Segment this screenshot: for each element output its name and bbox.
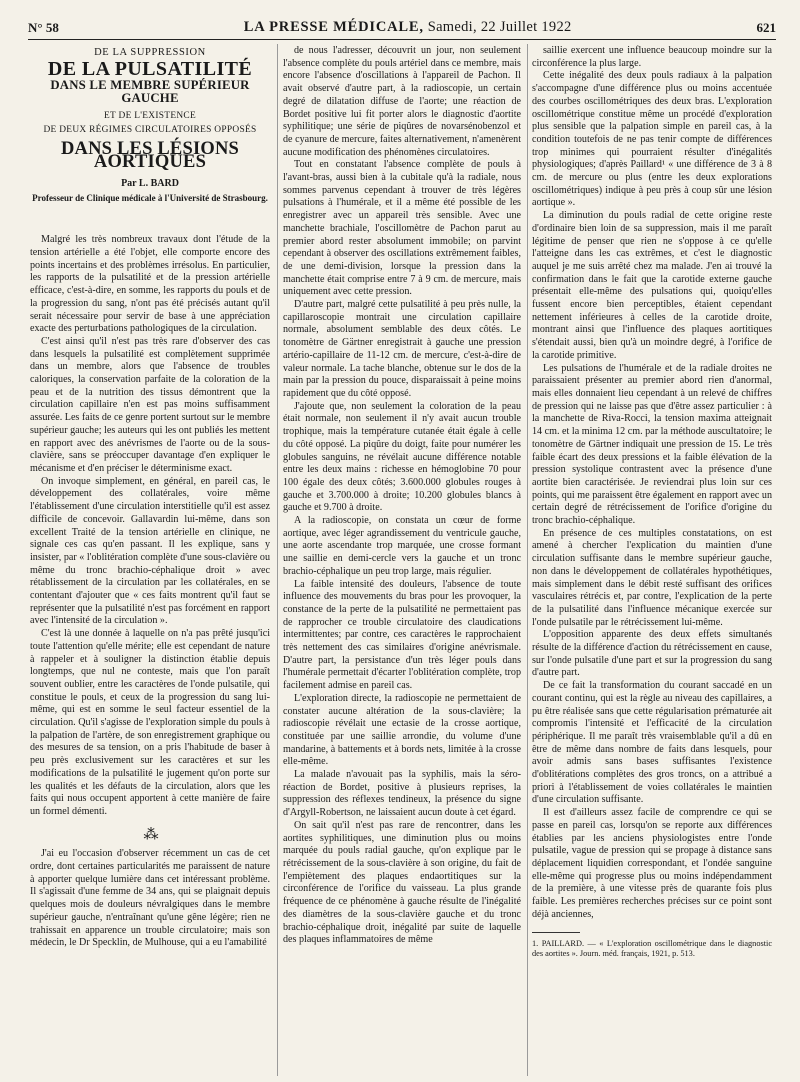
- column-1: [30, 45, 270, 1075]
- column-1-text: [30, 234, 270, 818]
- page-header: [28, 12, 776, 40]
- article-small-heading: ET DE L'EXISTENCE: [103, 110, 197, 121]
- column-2-text: [283, 45, 521, 947]
- issue-date: Samedi, 22 Juillet 1922: [427, 19, 572, 35]
- paragraph: Tout en constatant l'absence complète de pouls à l'avant-bras, aussi bien à la cubitale qu'à la radiale, nous sommes parvenus cependant à trouver de très légères pulsations à l'humérale, et il a même été possible de les enregistrer avec un appareil très sensible. Avec une manchette brachiale, l'oscillomètre de Pachon parut au premier abord rester absolument immobile; on parvint cependant à observer des oscillations extrêmement faibles, de une demi-division, lorsque la pression dans la manchette était comprise entre 7 à 9 cm. de mercure, mais uniquement avec cette pression.: [283, 159, 521, 298]
- article-author: Par L. BARD: [121, 177, 179, 189]
- paragraph: saillie exercent une influence beaucoup moindre sur la circonférence la plus large.: [532, 45, 772, 69]
- paragraph: L'exploration directe, la radioscopie ne permettaient de constater aucune altération de la sous-clavière; la radioscopie révélait une ectasie de la crosse aortique, constituée par une saillie arrondie, du volume d'une mandarine, à battements et à bords nets, limitée à la crosse elle-même.: [283, 692, 521, 768]
- paragraph: A la radioscopie, on constata un cœur de forme aortique, avec léger agrandissement du ventricule gauche, une aorte ascendante trop marquée, une crosse formant une saillie en demi-cercle vers la gauche et un tronc brachio-céphalique un peu trop large, mais régulier.: [283, 515, 521, 577]
- footnote-rule: [532, 932, 580, 933]
- paragraph: Les pulsations de l'humérale et de la radiale droites ne paraissaient présenter au premier abord rien d'anormal, mais elles donnaient lieu cependant à un relevé de chiffres de pression qui ne laisse pas que d'être assez particulier : à la manchette de Riva-Rocci, la tension maxima atteignait 14 cm. et la minima 12 cm. par la méthode auscultatoire; le tonomètre de Gärtner indiquait une pression de 15. Le très faible écart des deux pressions et la faible élévation de la pression systolique contrastent avec la présence d'une aortite bien caractérisée. Je reviendrai plus loin sur ces points, qui me paraissent être également en rapport avec un certain degré de rétrécissement de l'orifice d'origine du tronc brachio-céphalique.: [532, 362, 772, 527]
- paragraph: de nous l'adresser, découvrit un jour, non seulement l'absence complète du pouls artériel dans ce membre, mais encore l'absence d'oscillations à l'appareil de Pachon. Il avait observé d'autre part, à la radioscopie, un certain degré de dilatation diffuse de l'aorte; une réaction de Bordet positive lui fit porter alors le diagnostic d'aortite syphilitique; une série de piqûres de novarsénobenzol et de cyanure de mercure, faites alternativement, n'amenèrent aucune modification des phénomènes circulatoires.: [283, 45, 521, 158]
- page-number: 621: [756, 20, 776, 35]
- article-subtitle: DANS LE MEMBRE SUPÉRIEUR GAUCHE: [50, 78, 250, 106]
- paragraph: L'opposition apparente des deux effets simultanés résulte de la différence d'action du rétrécissement en cause, sur l'onde pulsatile d'une part et sur la progression du sang d'autre part.: [532, 629, 772, 679]
- column-divider: [527, 44, 528, 1076]
- paragraph: De ce fait la transformation du courant saccadé en un courant continu, qui est la règle au niveau des capillaires, a pu être réalisée sans que cette régularisation prématurée ait compromis l'intensité et l'efficacité de la circulation périphérique. Il me paraît très vraisemblable qu'il a dû en être de même dans nombre de faits dans lesquels, pour avoir admis sans bases suffisantes l'existence d'oblitérations complètes des gros troncs, on a attribué a priori à l'établissement de voies collatérales le maintien d'une circulation suffisante.: [532, 680, 772, 806]
- paragraph: On invoque simplement, en général, en pareil cas, le développement des collatérales, voire même l'établissement d'une circulation interstitielle qu'il est assez difficile de concevoir. Gallavardin lui-même, dans son excellent Traité de la tension artérielle en clinique, ne signale ces cas qu'en passant. Il les explique, sans y insister, par « l'oblitération complète d'une sous-clavière ou même du tronc brachio-céphalique droit » avec rétablissement de la circulation par les collatérales, en se contentant d'ajouter que « ces faits montrent qu'il faut se représenter que la pulsatilité n'est pas forcément en rapport avec l'intensité de la circulation ».: [30, 475, 270, 627]
- paragraph: La faible intensité des douleurs, l'absence de toute influence des mouvements du bras pour les provoquer, la constance de la perte de la pulsatilité ne permettaient pas de rapprocher ce trouble circulatoire des claudications intermittentes; par contre, ces caractères le rapprochaient très nettement des cas similaires d'origine anévrismale. D'autre part, la persistance d'un très léger pouls dans l'humérale permettait d'écarter l'oblitération complète, trop facilement admise en pareil cas.: [283, 578, 521, 692]
- paragraph: En présence de ces multiples constatations, on est amené à chercher l'explication du maintien d'une circulation suffisante dans le membre supérieur gauche, non dans le développement de collatérales hypothétiques, mais simplement dans le débit resté suffisant des orifices vasculaires rétrécis et, par contre, l'explication de la perte de la pulsatilité dans l'influence mécanique exercée sur l'onde pulsatile par le rétrécissement lui-même.: [532, 527, 772, 628]
- paragraph: J'ai eu l'occasion d'observer récemment un cas de cet ordre, dont certaines particularités me paraissent de nature à apporter quelque lumière dans cet intéressant problème. Il s'agissait d'une femme de 34 ans, qui se plaignait depuis quelques mois de douleurs névralgiques dans le membre supérieur gauche, n'entraînant qu'une gêne légère; rien ne trahissait en apparence un trouble circulatoire; mais son médecin, le Dr Specklin, de Mulhouse, qui a eu l'amabilité: [30, 848, 270, 949]
- journal-name: LA PRESSE MÉDICALE,: [243, 19, 424, 35]
- paragraph: La diminution du pouls radial de cette origine reste d'ordinaire bien loin de sa suppression, mais il me paraît légitime de penser que rien ne s'oppose à ce qu'elle l'atteigne dans les cas extrêmes, et c'est le diagnostic auquel je me suis arrêté chez ma malade. J'en ai trouvé la confirmation dans le fait que la carotide externe gauche présentait elle-même des pulsations qui, quoiqu'elles fussent encore bien perceptibles, étaient cependant nettement inférieures à celles de la carotide droite, montrant ainsi que l'influence des plaques aortitiques s'étendait aussi, bien qu'à un moindre degré, à l'orifice de la carotide primitive.: [532, 210, 772, 361]
- paragraph: La malade n'avouait pas la syphilis, mais la séro-réaction de Bordet, positive à plusieurs reprises, la suppression des réflexes tendineux, la présence du signe d'Argyll-Robertson, ne laissaient aucun doute à cet égard.: [283, 769, 521, 819]
- column-divider: [277, 44, 278, 1076]
- article-pre-title: DE LA SUPPRESSION: [94, 47, 206, 58]
- column-3-text: [532, 45, 772, 922]
- footnote: 1. PAILLARD. — « L'exploration oscillométrique dans le diagnostic des aortites ». Journ. méd. français, 1921, p. 513.: [532, 938, 772, 959]
- article-title: DE LA PULSATILITÉ: [47, 57, 253, 80]
- column-3: [532, 45, 772, 1075]
- paragraph: J'ajoute que, non seulement la coloration de la peau était normale, non seulement il n'y avait aucun trouble trophique, mais la température cutanée était égale à celle du côté opposé. La piqûre du doigt, faite pour numérer les globules sanguins, ne révélait aucune différence notable entre les deux mains : richesse en hémoglobine 70 pour 100 égale des deux côtés; 3.600.000 globules rouges à gauche et 3.700.000 à droite; 10.200 globules blancs à gauche et 9.700 à droite.: [283, 400, 521, 514]
- paragraph: Cette inégalité des deux pouls radiaux à la palpation s'accompagne d'une différence plus ou moins accentuée des courbes oscillométriques des deux bras. L'exploration oscillométrique constitue même un procédé d'exploration plus sensible que la palpation simple en pareil cas, à la condition toutefois de ne pas tenir compte de différences trop minimes qui pourraient résulter d'inégalités physiologiques; d'après Paillard¹ « une différence de 3 à 8 cm. de mercure ou plus (entre les deux explorations oscillométriques) indique à peu près à coup sûr une lésion aortique ».: [532, 70, 772, 209]
- paragraph: C'est ainsi qu'il n'est pas très rare d'observer des cas dans lesquels la pulsatilité est complètement supprimée dans un membre, alors que l'absence de troubles caloriques, la conservation parfaite de la coloration de la peau et de la nutrition des tissus démontrent que la circulation capillaire n'en est pas moins suffisamment assurée. Les faits de ce genre portent surtout sur le membre supérieur gauche; les auteurs qui les ont publiés les mettent en rapport avec des anévrismes de l'aorte ou de la sous-clavière, sans se préoccuper davantage d'en expliquer le mécanisme et d'en préciser le déterminisme exact.: [30, 335, 270, 474]
- column-2: [283, 45, 521, 1075]
- section-separator: ⁂: [143, 826, 157, 843]
- column-1-text-continued: [30, 848, 270, 950]
- article-title-2: DANS LES LÉSIONS AORTIQUES: [61, 139, 239, 172]
- article-small-heading: DE DEUX RÉGIMES CIRCULATOIRES OPPOSÉS: [43, 124, 257, 135]
- paragraph: Il est d'ailleurs assez facile de comprendre ce qui se passe en pareil cas, lorsqu'on se reporte aux différences établies par les anciens physiologistes entre l'onde pulsatile, vague de pression qui se propage à distance sans déplacement liquidien correspondant, et l'ondée sanguine elle-même qui progresse plus ou moins indépendamment de la première, à une vitesse près de quarante fois plus faible. Les premières recherches précises sur ce point sont déjà anciennes,: [532, 807, 772, 920]
- issue-number: N° 58: [28, 20, 59, 35]
- paragraph: On sait qu'il n'est pas rare de rencontrer, dans les aortites syphilitiques, une diminution plus ou moins marquée du pouls radial gauche, qu'on explique par le rétrécissement de la sous-clavière à son origine, du fait de l'empiètement des plaques endaortitiques sur la circonférence de l'orifice du vaisseau. La plus grande fréquence de ce phénomène à gauche résulte de l'inégalité des diamètres de la sous-clavière gauche et du tronc brachio-céphalique droit, inégalité par suite de laquelle des plaques inflammatoires de même: [283, 819, 521, 946]
- paragraph: Malgré les très nombreux travaux dont l'étude de la tension artérielle a été l'objet, elle comporte encore des points incertains et des problèmes irrésolus. En particulier, les rapports de la pulsatilité et de la pression artérielle efficace, c'est-à-dire, en somme, les rapports du pouls et de la progression du sang, n'ont pas été précisés autant qu'il serait nécessaire pour servir de base à une appréciation exacte des perturbations pathologiques de la circulation.: [30, 234, 270, 335]
- running-title: [244, 19, 572, 36]
- paragraph: D'autre part, malgré cette pulsatilité à peu près nulle, la capillaroscopie montrait une circulation capillaire normale, absolument semblable des deux côtés. Le tonomètre de Gärtner enregistrait à gauche une pression artério-capillaire de 11-12 cm. de mercure, c'est-à-dire de valeur normale. La tache blanche, obtenue sur le dos de la main par la pression du pouce, disparaissait à peine moins rapidement que du côté opposé.: [283, 299, 521, 399]
- paragraph: C'est là une donnée à laquelle on n'a pas prêté jusqu'ici toute l'attention qu'elle mérite; elle est cependant de nature à rappeler et à souligner la distinction établie depuis longtemps, que nul ne conteste, mais que l'on paraît souvent oublier, entre les caractères de l'onde pulsatile, qui constitue le pouls, et ceux de la progression du sang lui-même, qui est en somme le seul facteur essentiel de la circulation. Qu'il s'agisse de l'exploration simple du pouls à la palpation de l'artère, de son enregistrement graphique ou des mesures de sa tension, on a pris l'habitude de baser à peu près exclusivement sur les caractères et sur les modifications de la pulsatilité le jugement qu'on porte sur les qualités et les défauts de la circulation, alors que les faits qui nous occupent apportent à cette manière de faire un formel démenti.: [30, 628, 270, 817]
- author-affiliation: Professeur de Clinique médicale à l'Université de Strasbourg.: [32, 193, 268, 204]
